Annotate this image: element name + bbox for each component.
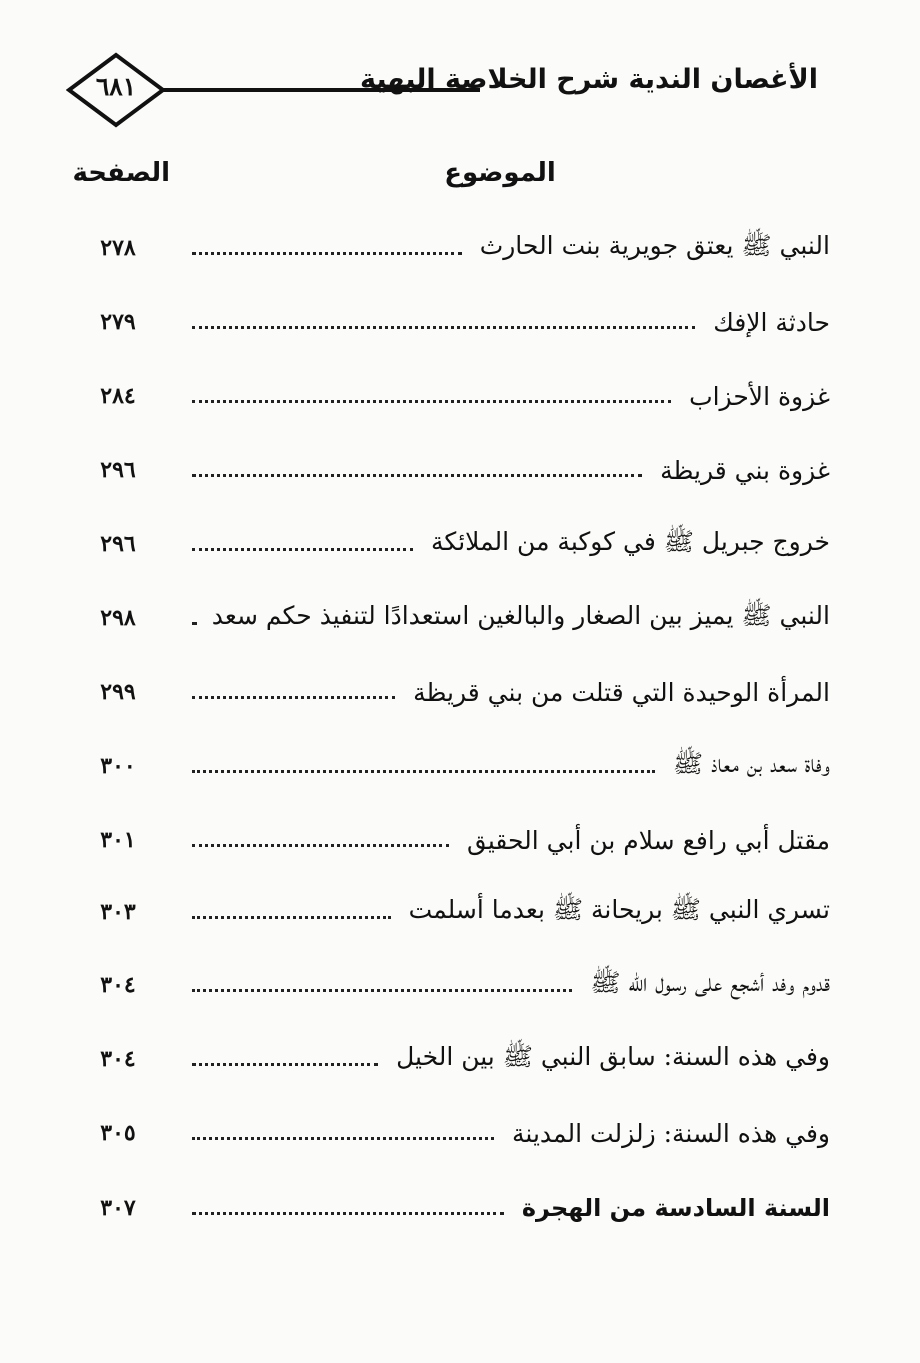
toc-entry[interactable] [88,596,830,640]
toc-entry-title: المرأة الوحيدة التي قتلت من بني قريظة [413,677,830,707]
toc-entry[interactable] [88,448,830,492]
dot-leader [192,400,671,403]
toc-entry-title: وفاة سعد بن معاذ ﷺ [672,748,830,778]
toc-entry-title: مقتل أبي رافع سلام بن أبي الحقيق [466,825,830,855]
page-number: ٦٨١ [95,72,137,101]
toc-entry-page: ٢٧٨ [100,235,136,261]
toc-entry-page: ٣٠٧ [100,1195,136,1221]
dot-leader [192,622,194,625]
dot-leader [192,1212,504,1215]
toc-entry[interactable] [88,300,830,344]
dot-leader [192,844,449,847]
toc-entry-title: النبي ﷺ يميز بين الصغار والبالغين استعدادًا لتنفيذ حكم سعد [211,600,830,630]
toc-entry-page: ٣٠٠ [100,753,136,779]
toc-entry[interactable] [88,744,830,788]
toc-entry-page: ٢٨٤ [100,383,136,409]
toc-entry[interactable] [88,1111,830,1155]
page-number-badge [66,52,166,128]
toc-entry[interactable] [88,963,830,1007]
dot-leader [192,1137,494,1140]
toc-entry-page: ٢٩٦ [100,531,136,557]
dot-leader [192,1063,378,1066]
column-header-page: الصفحة [72,158,170,188]
toc-entry[interactable] [88,890,830,934]
toc-section-title: السنة السادسة من الهجرة [521,1194,830,1222]
dot-leader [192,696,395,699]
dot-leader [192,326,695,329]
toc-entry-title: غزوة الأحزاب [689,381,830,411]
toc-entry[interactable] [88,670,830,714]
toc-entry-page: ٣٠٤ [100,1046,136,1072]
toc-entry[interactable] [88,226,830,270]
toc-entry[interactable] [88,522,830,566]
toc-entry-page: ٣٠١ [100,827,136,853]
book-title: الأغصان الندية شرح الخلاصة البهية [360,64,818,95]
toc-entry-section[interactable] [88,1186,830,1230]
toc-entry-title: حادثة الإفك [713,307,830,337]
dot-leader [192,548,413,551]
toc-entry[interactable] [88,818,830,862]
dot-leader [192,770,655,773]
toc-entry-title: النبي ﷺ يعتق جويرية بنت الحارث [479,230,830,260]
dot-leader [192,989,572,992]
dot-leader [192,474,642,477]
toc-entry[interactable] [88,1037,830,1081]
toc-entry-page: ٢٧٩ [100,309,136,335]
toc-entry-page: ٣٠٣ [100,899,136,925]
toc-entry-page: ٣٠٤ [100,972,136,998]
toc-entry-title: غزوة بني قريظة [660,455,830,485]
toc-entry-page: ٣٠٥ [100,1120,136,1146]
running-header [66,52,826,128]
toc-entry-page: ٢٩٨ [100,605,136,631]
toc-entry-page: ٢٩٩ [100,679,136,705]
dot-leader [192,252,462,255]
column-header-topic: الموضوع [444,158,556,188]
toc-entry-title: تسري النبي ﷺ بريحانة ﷺ بعدما أسلمت [408,894,830,924]
dot-leader [192,916,391,919]
toc-entry[interactable] [88,374,830,418]
toc-entry-title: قدوم وفد أشجع على رسول الله ﷺ [590,967,830,997]
toc-entry-title: وفي هذه السنة: سابق النبي ﷺ بين الخيل [396,1041,830,1071]
toc-entry-title: خروج جبريل ﷺ في كوكبة من الملائكة [431,526,830,556]
toc-entry-title: وفي هذه السنة: زلزلت المدينة [512,1118,830,1148]
toc-entry-page: ٢٩٦ [100,457,136,483]
